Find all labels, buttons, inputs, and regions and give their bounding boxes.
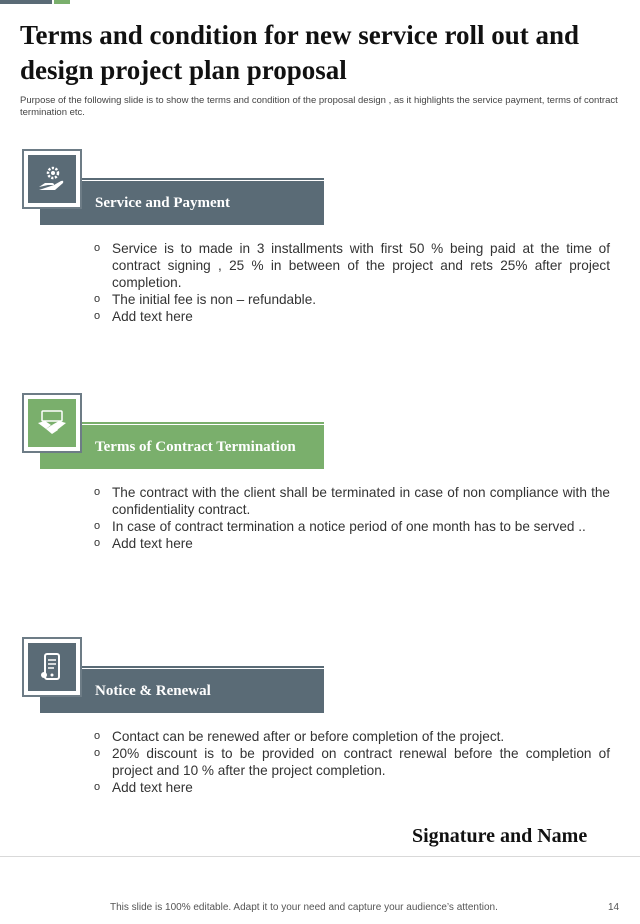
handshake-icon: [36, 407, 68, 439]
icon-frame: [22, 393, 82, 453]
bullet-item: o The initial fee is non – refundable.: [94, 291, 610, 308]
bullet-list: [94, 240, 610, 325]
bullet-item: o Contact can be renewed after or before completion of the project.: [94, 728, 610, 745]
page-subtitle: Purpose of the following slide is to show the terms and condition of the proposal design , as it highlights the service payment, terms of contract termination etc.: [20, 95, 618, 118]
header-top-line: [40, 666, 324, 668]
footer-note: This slide is 100% editable. Adapt it to your need and capture your audience’s attention.: [110, 902, 498, 913]
bullet-list: [94, 484, 610, 552]
icon-background: [28, 643, 76, 691]
header-top-line: [40, 178, 324, 180]
icon-frame: [22, 637, 82, 697]
section-heading: Notice & Renewal: [40, 669, 324, 713]
bullet-item: o Service is to made in 3 installments with first 50 % being paid at the time of contract signing , 25 % in between of the project and rets 25% after project completion.: [94, 240, 610, 291]
footer-divider: [0, 856, 640, 857]
hand-gear-icon: [36, 163, 68, 195]
bullet-item: o Add text here: [94, 535, 610, 552]
bullet-item: o Add text here: [94, 308, 610, 325]
bullet-item: o 20% discount is to be provided on contract renewal before the completion of project and 10 % after the project completion.: [94, 745, 610, 779]
icon-frame: [22, 149, 82, 209]
bullet-list: [94, 728, 610, 796]
bullet-item: o Add text here: [94, 779, 610, 796]
section-heading: Service and Payment: [40, 181, 324, 225]
top-accent-bar: [0, 0, 52, 4]
document-phone-icon: [36, 651, 68, 683]
top-accent-bar-green: [54, 0, 70, 4]
section-heading: Terms of Contract Termination: [40, 425, 324, 469]
header-top-line: [40, 422, 324, 424]
page-number: 14: [608, 902, 620, 913]
icon-background: [28, 155, 76, 203]
page-title: Terms and condition for new service roll out and design project plan proposal: [20, 20, 580, 85]
icon-background: [28, 399, 76, 447]
signature-label: Signature and Name: [412, 825, 588, 847]
bullet-item: o The contract with the client shall be terminated in case of non compliance with the confidentiality contract.: [94, 484, 610, 518]
bullet-item: o In case of contract termination a notice period of one month has to be served ..: [94, 518, 610, 535]
